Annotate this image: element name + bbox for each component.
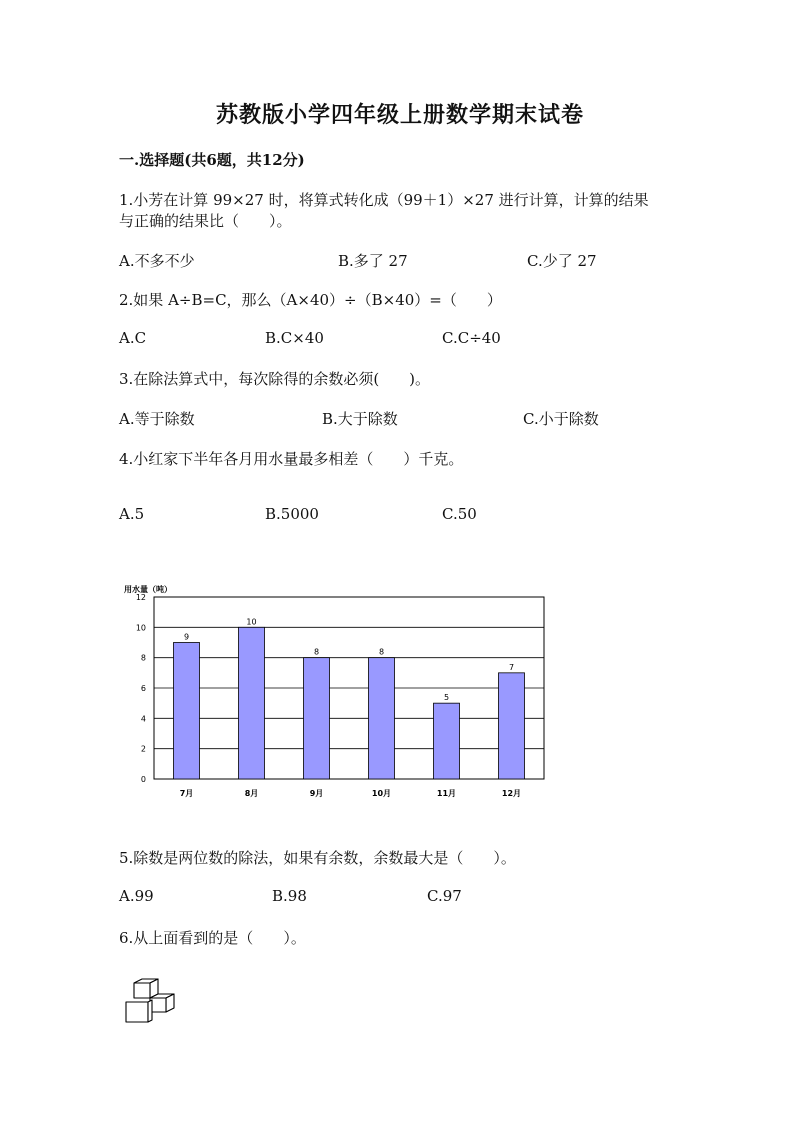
chart-y-tick-label: 2: [140, 744, 146, 754]
page-title: 苏教版小学四年级上册数学期末试卷: [215, 102, 584, 128]
question-6-text: 6.从上面看到的是（ ）。: [119, 929, 306, 947]
question-4-option-b[interactable]: B.5000: [265, 505, 319, 523]
chart-bar-value-label: 8: [313, 647, 320, 657]
question-2-option-c[interactable]: C.C÷40: [442, 329, 501, 347]
chart-bar: [499, 673, 525, 779]
question-1-option-a[interactable]: A.不多不少: [119, 252, 195, 270]
chart-x-tick-label: 7月: [179, 789, 194, 798]
question-3-text: 3.在除法算式中，每次除得的余数必须( )。: [119, 370, 431, 388]
left-cube-front-face: [126, 1002, 148, 1022]
chart-y-tick-label: 8: [140, 653, 146, 663]
question-3-option-c[interactable]: C.小于除数: [523, 410, 599, 428]
top-cube-front-face: [134, 983, 150, 998]
question-1-option-c[interactable]: C.少了 27: [527, 252, 597, 270]
question-2-text: 2.如果 A÷B=C，那么（A×40）÷（B×40）=（ ）: [119, 291, 502, 309]
chart-y-tick-label: 10: [135, 623, 146, 633]
question-2-option-b[interactable]: B.C×40: [265, 329, 324, 347]
chart-bar-value-label: 9: [183, 632, 190, 642]
question-4-option-c[interactable]: C.50: [442, 505, 477, 523]
chart-bar-value-label: 7: [508, 662, 515, 672]
chart-bar-value-label: 5: [443, 693, 450, 703]
question-4-text: 4.小红家下半年各月用水量最多相差（ ）千克。: [119, 450, 464, 468]
section-heading: 一.选择题(共6题，共12分): [119, 151, 305, 169]
question-3-option-a[interactable]: A.等于除数: [119, 410, 195, 428]
chart-x-tick-label: 9月: [309, 789, 324, 798]
question-5-option-c[interactable]: C.97: [427, 887, 462, 905]
question-5-option-a[interactable]: A.99: [119, 887, 154, 905]
question-4-option-a[interactable]: A.5: [119, 505, 145, 523]
question-2-option-a[interactable]: A.C: [119, 329, 147, 347]
chart-x-ticks: [180, 789, 521, 798]
chart-x-tick-label: 12月: [501, 789, 522, 798]
chart-bar: [434, 703, 460, 779]
chart-x-tick-label: 10月: [371, 789, 392, 798]
chart-y-tick-label: 0: [140, 775, 146, 784]
water-usage-bar-chart: [118, 580, 558, 805]
chart-bar-value-label: 10: [246, 617, 257, 627]
chart-y-tick-label: 12: [135, 593, 146, 602]
question-5-option-b[interactable]: B.98: [272, 887, 307, 905]
cube-stack-figure: [120, 978, 182, 1028]
chart-y-axis-label: 用水量（吨）: [124, 585, 172, 594]
chart-bar: [304, 658, 330, 779]
chart-gridlines: [154, 627, 544, 748]
chart-bar: [174, 643, 200, 780]
chart-bars: [174, 617, 525, 779]
chart-x-tick-label: 11月: [436, 789, 457, 798]
question-1-text-line1: 1.小芳在计算 99×27 时，将算式转化成（99＋1）×27 进行计算，计算的结果: [119, 191, 649, 209]
question-1-text-line2: 与正确的结果比（ ）。: [119, 212, 292, 230]
question-5-text: 5.除数是两位数的除法，如果有余数，余数最大是（ ）。: [119, 849, 516, 867]
chart-y-tick-label: 4: [140, 714, 146, 724]
left-cube-side-face: [148, 1000, 152, 1022]
chart-x-tick-label: 8月: [244, 789, 259, 798]
question-1-option-b[interactable]: B.多了 27: [338, 252, 408, 270]
chart-bar: [369, 658, 395, 779]
chart-y-ticks: [136, 593, 146, 784]
question-3-option-b[interactable]: B.大于除数: [322, 410, 398, 428]
chart-bar: [239, 627, 265, 779]
chart-y-tick-label: 6: [140, 684, 146, 693]
chart-bar-value-label: 8: [378, 647, 385, 657]
